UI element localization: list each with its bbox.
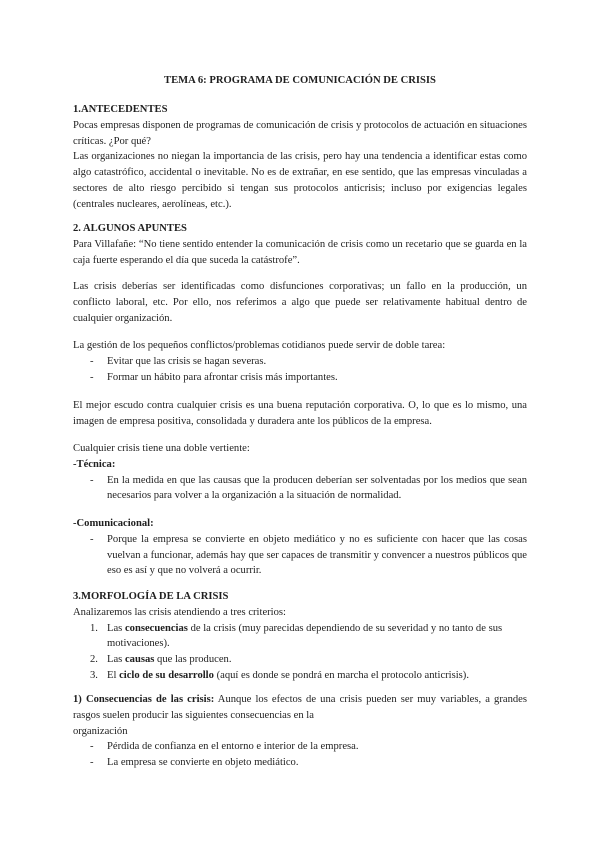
dash-bullet: - <box>90 474 94 486</box>
paragraph: La gestión de los pequeños conflictos/problemas cotidianos puede servir de doble tarea: <box>73 340 446 351</box>
numbered-list <box>73 621 527 684</box>
bullet-list <box>73 532 527 579</box>
paragraph-block <box>73 692 527 771</box>
paragraph-block <box>73 441 527 504</box>
paragraph-block <box>73 398 527 430</box>
paragraph-block <box>73 516 527 579</box>
bullet-list <box>73 354 527 386</box>
list-number: 1. <box>90 622 98 634</box>
list-item: - La empresa se convierte en objeto mediático. <box>73 755 527 771</box>
section-morfologia <box>73 589 527 684</box>
inline-heading: 1) Consecuencias de las crisis: <box>73 694 215 705</box>
section-heading: 3.MORFOLOGÍA DE LA CRISIS <box>73 591 229 602</box>
list-item: - Porque la empresa se convierte en objeto mediático y no es suficiente con hacer que las cosas vuelvan a funcionar, además hay que ser capaces de transmitir y convencer a nuestros públicos que eso es así y que no volverá a ocurrir. <box>90 533 527 577</box>
paragraph: 1) Consecuencias de las crisis: Aunque los efectos de una crisis pueden ser muy variables, a grandes rasgos suelen producir las siguientes consecuencias en la <box>73 694 527 721</box>
dash-bullet: - <box>90 757 94 769</box>
paragraph: Pocas empresas disponen de programas de comunicación de crisis y protocolos de actuación en situaciones críticas. ¿Por qué? <box>73 119 527 147</box>
subheading-comunicacional: -Comunicacional: <box>73 518 154 529</box>
paragraph-block <box>73 279 527 326</box>
list-item: - En la medida en que las causas que la producen deberían ser solventadas por los medios que sean necesarios para volver a la organización a la situación de normalidad. <box>90 474 527 502</box>
page-title: TEMA 6: PROGRAMA DE COMUNICACIÓN DE CRISIS <box>164 75 436 86</box>
paragraph: Las crisis deberías ser identificadas como disfunciones corporativas; un fallo en la producción, un conflicto laboral, etc. Por ello, nos referimos a algo que puede ser relativamente habitual dentro de cualquier organización. <box>73 281 527 324</box>
paragraph: Las organizaciones no niegan la importancia de las crisis, pero hay una tendencia a identificar estas como algo catastrófico, accidental o inevitable. No es de extrañar, en ese sentido, que las empresas vinculadas a sectores de alto riesgo percibido si tengan sus protocolos anticrisis; incluso por exigencias legales (centrales nucleares, aerolíneas, etc.). <box>73 151 527 210</box>
list-item: 1. Las consecuencias de la crisis (muy parecidas dependiendo de su severidad y no tanto de sus motivaciones). <box>90 622 503 650</box>
list-item: - Evitar que las crisis se hagan severas. <box>73 354 527 370</box>
list-number: 2. <box>90 654 98 666</box>
section-heading: 1.ANTECEDENTES <box>73 104 168 115</box>
bullet-list <box>73 473 527 505</box>
paragraph-block <box>73 338 527 385</box>
section-antecedentes <box>73 102 527 213</box>
subheading-tecnica: -Técnica: <box>73 458 116 470</box>
list-item: - Formar un hábito para afrontar crisis más importantes. <box>73 370 527 386</box>
dash-bullet: - <box>90 355 94 367</box>
paragraph: organización <box>73 725 128 737</box>
dash-bullet: - <box>90 533 94 545</box>
paragraph: Analizaremos las crisis atendiendo a tres criterios: <box>73 606 286 618</box>
section-heading: 2. ALGUNOS APUNTES <box>73 223 187 234</box>
paragraph: Cualquier crisis tiene una doble vertiente: <box>73 443 250 454</box>
dash-bullet: - <box>90 371 94 383</box>
section-algunos-apuntes <box>73 221 527 268</box>
list-item: - Pérdida de confianza en el entorno e interior de la empresa. <box>73 739 527 755</box>
list-number: 3. <box>90 669 98 681</box>
dash-bullet: - <box>90 741 94 753</box>
list-item: 2. Las causas que las producen. <box>73 652 527 668</box>
bullet-list <box>73 739 527 771</box>
paragraph: Para Villafañe: “No tiene sentido entender la comunicación de crisis como un recetario que se guarda en la caja fuerte esperando el día que suceda la catástrofe”. <box>73 238 527 266</box>
paragraph: El mejor escudo contra cualquier crisis es una buena reputación corporativa. O, lo que es lo mismo, una imagen de empresa positiva, consolidada y duradera ante los públicos de la empresa. <box>73 400 527 427</box>
list-item: 3. El ciclo de su desarrollo (aquí es donde se pondrá en marcha el protocolo anticrisis). <box>73 668 527 684</box>
